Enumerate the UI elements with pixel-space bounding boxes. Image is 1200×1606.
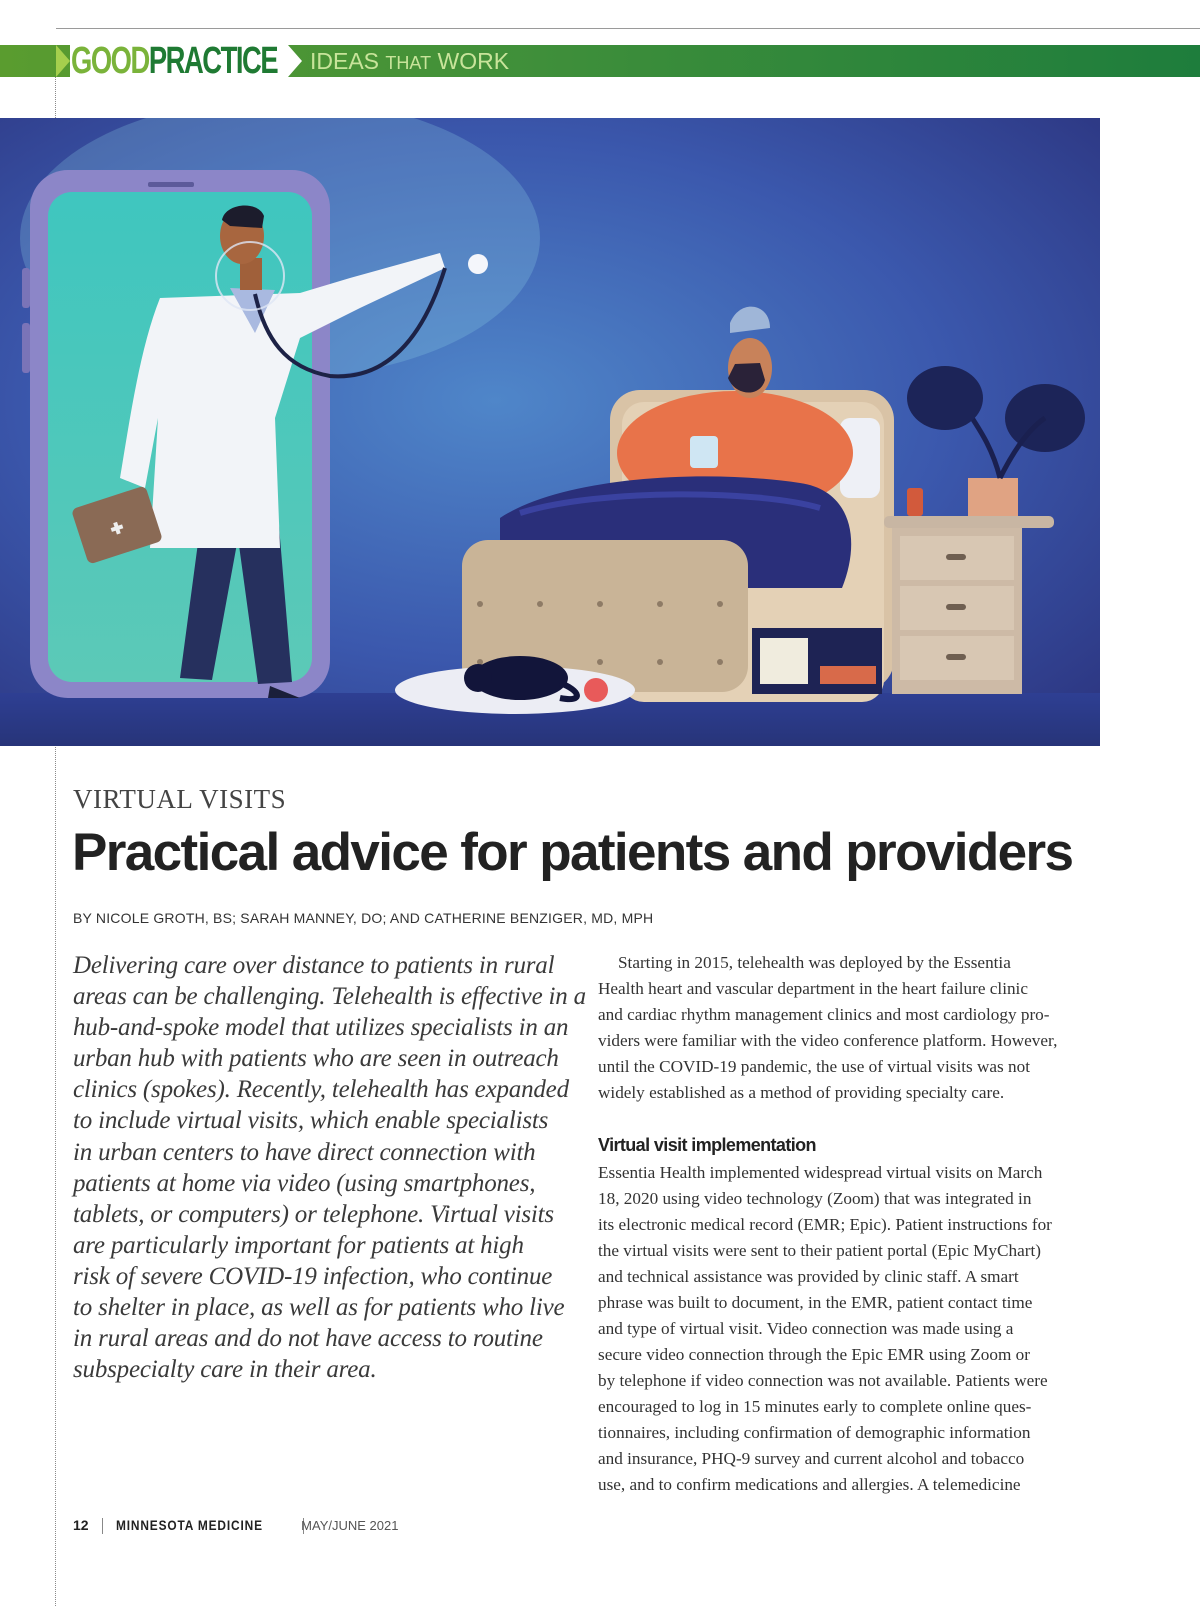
body-line: Essentia Health implemented widespread virtual visits on March [598,1163,1043,1182]
body-line: and type of virtual visit. Video connection was made using a [598,1319,1014,1338]
implementation-paragraph [598,1160,1108,1498]
lede-line: in rural areas and do not have access to routine [73,1325,543,1353]
body-line: tionnaires, including confirmation of demographic information [598,1423,1031,1442]
issue-date: MAY/JUNE 2021 [301,1518,399,1533]
lede-line: risk of severe COVID-19 infection, who continue [73,1262,553,1290]
lede-line: hub-and-spoke model that utilizes specialists in an [73,1014,569,1042]
lede-line: tablets, or computers) or telephone. Virtual visits [73,1200,554,1228]
lede-line: to include virtual visits, which enable specialists [73,1107,549,1135]
body-line: until the COVID-19 pandemic, the use of virtual visits was not [598,1057,1031,1076]
article-body-column [598,950,1108,1498]
body-line: by telephone if video connection was not available. Patients were [598,1371,1048,1390]
section-subhead: Virtual visit implementation [598,1135,816,1155]
body-line: and cardiac rhythm management clinics and most cardiology pro- [598,1005,1050,1024]
banner-arrow-icon [56,45,70,77]
body-line: 18, 2020 using video technology (Zoom) that was integrated in [598,1189,1032,1208]
hero-illustration [0,118,1100,746]
body-line: widely established as a method of providing specialty care. [598,1083,1005,1102]
lede-line: to shelter in place, as well as for patients who live [73,1294,565,1322]
section-brand [71,40,278,82]
article-lede [73,950,593,1385]
banner-chevron-icon [288,45,302,77]
body-line: phrase was built to document, in the EMR, patient contact time [598,1293,1033,1312]
lede-line: Delivering care over distance to patients in rural [73,952,555,979]
lede-line: are particularly important for patients at high [73,1231,524,1259]
telehealth-illustration [0,118,1100,746]
body-line: and technical assistance was provided by clinic staff. A smart [598,1267,1019,1286]
lede-line: clinics (spokes). Recently, telehealth has expanded [73,1076,569,1104]
body-line: Starting in 2015, telehealth was deployed by the Essentia [618,953,1011,972]
tagline-work: WORK [437,48,510,74]
article-headline: Practical advice for patients and providers [72,823,1073,882]
lede-line: urban hub with patients who are seen in outreach [73,1045,559,1073]
footer-divider [102,1518,103,1534]
lede-line: patients at home via video (using smartphones, [73,1169,536,1197]
body-line: its electronic medical record (EMR; Epic). Patient instructions for [598,1215,1052,1234]
body-line: Health heart and vascular department in the heart failure clinic [598,979,1028,998]
brand-good: GOOD [71,40,149,82]
intro-paragraph [598,950,1108,1106]
tagline-that: THAT [385,53,432,73]
body-line: secure video connection through the Epic EMR using Zoom or [598,1345,1030,1364]
top-rule [56,28,1200,29]
tagline-ideas: IDEAS [310,48,380,74]
magazine-name: MINNESOTA MEDICINE [116,1517,264,1533]
lede-line: areas can be challenging. Telehealth is effective in a [73,983,586,1011]
brand-practice: PRACTICE [148,40,278,82]
body-line: viders were familiar with the video conference platform. However, [598,1031,1058,1050]
page-number: 12 [73,1517,89,1533]
body-line: encouraged to log in 15 minutes early to complete online ques- [598,1397,1032,1416]
lede-line: in urban centers to have direct connection with [73,1138,536,1166]
page-footer [73,1515,398,1535]
article-kicker: VIRTUAL VISITS [73,784,287,814]
body-line: the virtual visits were sent to their patient portal (Epic MyChart) [598,1241,1041,1260]
article-byline: BY NICOLE GROTH, BS; SARAH MANNEY, DO; AND CATHERINE BENZIGER, MD, MPH [73,910,654,926]
section-tagline [310,45,509,77]
lede-line: subspecialty care in their area. [73,1356,377,1384]
body-line: use, and to confirm medications and allergies. A telemedicine [598,1475,1021,1494]
body-line: and insurance, PHQ-9 survey and current alcohol and tobacco [598,1449,1025,1468]
